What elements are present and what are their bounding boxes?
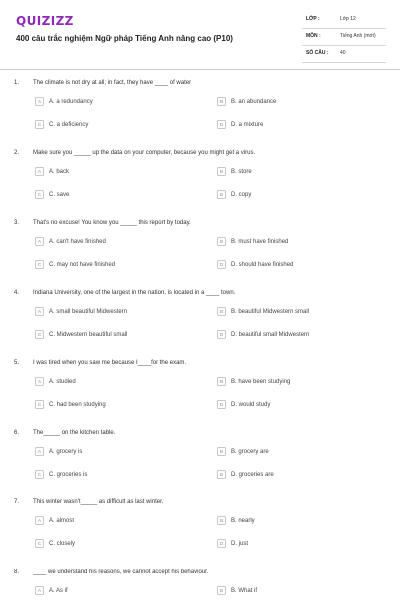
meta-row-grade [302, 12, 386, 29]
option-text: C. Midwestern beautiful small [49, 331, 128, 338]
option-key-box: C [35, 400, 44, 409]
option-key-box: B [217, 167, 226, 176]
option-text: B. nearly [231, 517, 255, 524]
option-key-box: C [35, 120, 44, 129]
meta-row-count [302, 46, 386, 63]
option-key-box: B [217, 516, 226, 525]
option-key-box: A [35, 377, 44, 386]
meta-row-subject [302, 29, 386, 46]
option-text: D. should have finished [231, 261, 294, 268]
document-title: 400 câu trắc nghiệm Ngữ pháp Tiếng Anh nâng cao (P10) [16, 34, 233, 43]
option-key-box: D [217, 330, 226, 339]
question-8 [0, 569, 400, 600]
option-text: D. a mixture [231, 121, 264, 128]
question-1 [0, 80, 400, 150]
question-text: The_____ on the kitchen table. [33, 430, 116, 436]
meta-value: Lớp 12 [340, 16, 356, 22]
option-key-box: B [217, 237, 226, 246]
option-key-box: D [217, 260, 226, 269]
option-text: C. a deficiency [49, 121, 89, 128]
option-text: B. store [231, 168, 252, 175]
meta-value: Tiếng Anh (mới) [340, 33, 376, 39]
question-text: Indiana University, one of the largest in the nation, is located in a ____ town. [33, 290, 236, 296]
option-key-box: C [35, 190, 44, 199]
question-6 [0, 430, 400, 500]
meta-table [302, 12, 386, 63]
option-text: C. may not have finished [49, 261, 116, 268]
meta-label: MÔN : [306, 33, 321, 39]
option-text: D. would study [231, 401, 271, 408]
option-text: B. an abundance [231, 98, 277, 105]
question-number: 8. [14, 569, 20, 575]
option-key-box: A [35, 167, 44, 176]
question-text: That's no excuse! You know you _____ this report by today. [33, 220, 191, 226]
header-divider [0, 69, 400, 70]
option-key-box: D [217, 190, 226, 199]
option-key-box: B [217, 377, 226, 386]
question-5 [0, 360, 400, 430]
question-text: ____ we understand his reasons, we cannot accept his behaviour. [33, 569, 209, 575]
option-key-box: D [217, 400, 226, 409]
option-text: B. have been studying [231, 378, 291, 385]
meta-label: SỐ CÂU : [306, 50, 329, 56]
option-text: D. beautiful small Midwestern [231, 331, 310, 338]
option-key-box: D [217, 120, 226, 129]
question-number: 3. [14, 220, 20, 226]
option-text: B. grocery are [231, 448, 269, 455]
option-text: A. As if [49, 587, 68, 594]
quizizz-logo: QUIZIZZ [16, 14, 74, 28]
option-key-box: C [35, 260, 44, 269]
option-key-box: A [35, 447, 44, 456]
option-text: C. closely [49, 540, 76, 547]
option-key-box: C [35, 539, 44, 548]
option-text: A. studied [49, 378, 76, 385]
option-key-box: A [35, 307, 44, 316]
question-4 [0, 290, 400, 360]
option-text: D. groceries are [231, 471, 274, 478]
question-text: I was tired when you saw me because I____for the exam. [33, 360, 187, 366]
option-key-box: D [217, 539, 226, 548]
option-text: B. beautiful Midwestern small [231, 308, 310, 315]
option-text: A. small beautiful Midwestern [49, 308, 128, 315]
option-text: D. copy [231, 191, 252, 198]
question-2 [0, 150, 400, 220]
question-text: This winter wasn't_____ as difficult as last winter. [33, 499, 164, 505]
option-text: A. can't have finished [49, 238, 106, 245]
option-text: B. must have finished [231, 238, 289, 245]
question-3 [0, 220, 400, 290]
option-key-box: B [217, 307, 226, 316]
question-7 [0, 499, 400, 569]
option-text: A. grocery is [49, 448, 83, 455]
question-number: 4. [14, 290, 20, 296]
option-text: C. groceries is [49, 471, 88, 478]
question-number: 1. [14, 80, 20, 86]
option-text: B. What if [231, 587, 258, 594]
question-number: 6. [14, 430, 20, 436]
option-text: A. a redundancy [49, 98, 93, 105]
option-key-box: B [217, 586, 226, 595]
meta-label: LỚP : [306, 16, 320, 22]
meta-value: 40 [340, 50, 346, 56]
option-text: A. almost [49, 517, 75, 524]
option-text: D. just [231, 540, 249, 547]
question-text: The climate is not dry at all; in fact, they have ____ of water [33, 80, 192, 86]
option-text: C. save [49, 191, 70, 198]
question-number: 5. [14, 360, 20, 366]
document-header [0, 0, 400, 72]
option-key-box: A [35, 586, 44, 595]
option-key-box: B [217, 447, 226, 456]
option-key-box: A [35, 516, 44, 525]
option-key-box: C [35, 470, 44, 479]
option-text: C. had been studying [49, 401, 106, 408]
option-key-box: D [217, 470, 226, 479]
question-number: 7. [14, 499, 20, 505]
option-key-box: B [217, 97, 226, 106]
question-number: 2. [14, 150, 20, 156]
question-text: Make sure you _____ up the data on your computer, because you might get a virus. [33, 150, 256, 156]
option-key-box: A [35, 237, 44, 246]
option-text: A. back [49, 168, 70, 175]
option-key-box: C [35, 330, 44, 339]
option-key-box: A [35, 97, 44, 106]
